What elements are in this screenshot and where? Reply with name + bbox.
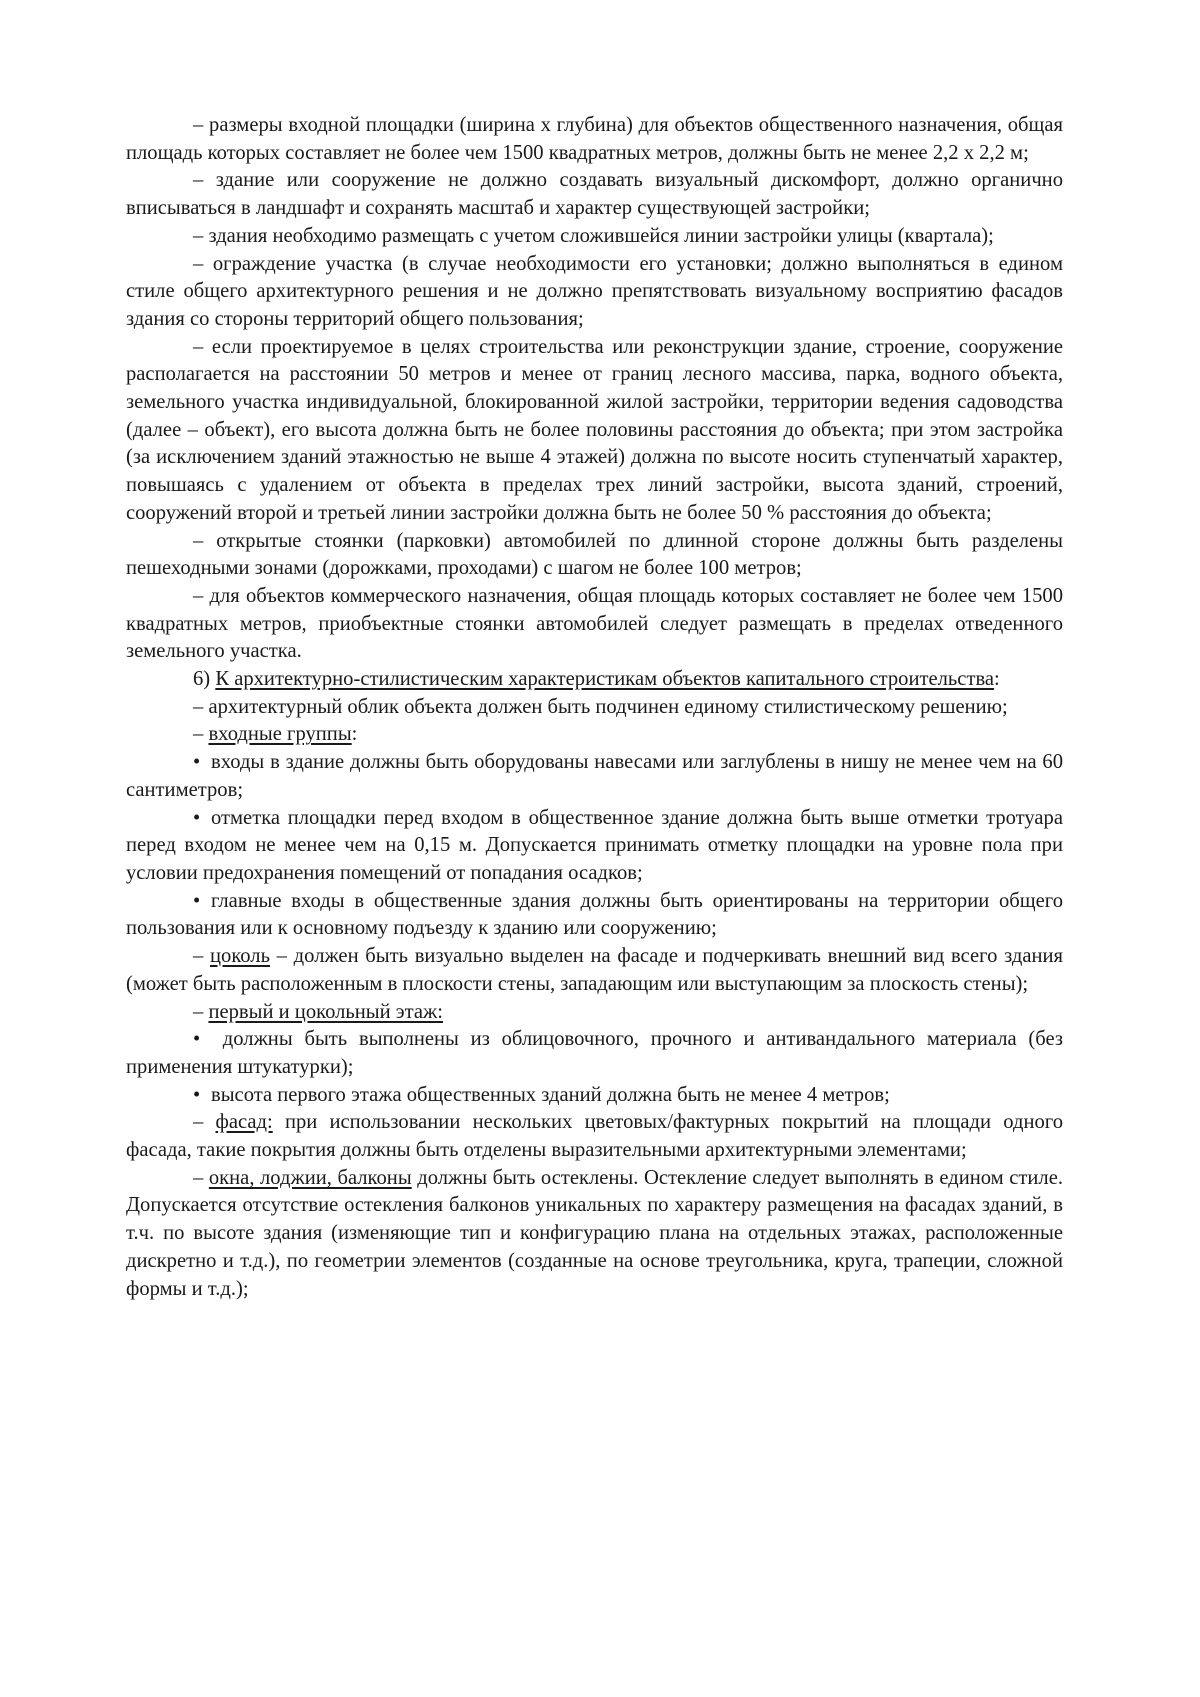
section-colon: : [994,668,1000,691]
subheading-entry-groups [126,721,1063,749]
dash-mark: – [193,723,209,746]
first-floor-label: первый и цокольный этаж: [208,1000,443,1023]
paragraph-facade [126,1109,1063,1164]
dash-mark: – [193,1166,209,1189]
subheading-first-floor [126,999,1063,1027]
bullet-icon: • [193,889,201,912]
bullet-text: отметка площадки перед входом в общественное здание должна быть выше отметки тротуара перед входом не менее чем на 0,15 м. Допускается принимать отметку площадки на уровне пола при условии предохранения помещений от попадания осадков; [126,806,1063,884]
paragraph-fence: – ограждение участка (в случае необходимости его установки; должно выполняться в едином стиле общего архитектурного решения и не должно препятствовать визуальному восприятию фасадов здания со стороны территорий общего пользования; [126,252,1063,330]
section-title: К архитектурно-стилистическим характеристикам объектов капитального строительства [215,668,995,691]
bullet-text: высота первого этажа общественных зданий должна быть не менее 4 метров; [211,1083,890,1106]
dash-mark: – [193,1000,209,1023]
paragraph-commercial-parking: – для объектов коммерческого назначения, общая площадь которых составляет не более чем 1500 квадратных метров, приобъектные стоянки автомобилей следует размещать в пределах отведенного земельного участка. [126,584,1063,663]
facade-label: фасад: [215,1111,273,1134]
dash-mark: – [193,945,210,968]
paragraph-parking-zones: – открытые стоянки (парковки) автомобилей по длинной стороне должны быть разделены пешеходными зонами (дорожками, проходами) с шагом не более 100 метров; [126,529,1063,580]
bullet-item-first-floor-height [126,1082,1063,1110]
bullet-item-platform-level [126,805,1063,888]
paragraph-building-line: – здания необходимо размещать с учетом сложившейся линии застройки улицы (квартала); [193,224,994,247]
paragraph-visual-comfort: – здание или сооружение не должно создавать визуальный дискомфорт, должно органично вписываться в ландшафт и сохранять масштаб и характер существующей застройки; [126,169,1063,220]
entry-groups-label: входные группы [208,723,352,746]
entry-groups-colon: : [351,723,358,746]
paragraph-entry-platform-size: – размеры входной площадки (ширина х глубина) для объектов общественного назначения, общая площадь которых составляет не более чем 1500 квадратных метров, должны быть не менее 2,2 х 2,2 м; [126,114,1063,164]
bullet-text: должны быть выполнены из облицовочного, прочного и антивандального материала (без применения штукатурки); [126,1028,1063,1078]
windows-text: должны быть остеклены. Остекление следует выполнять в едином стиле. Допускается отсутствие остекления балконов уникальных по характеру размещения на фасадах зданий, в т.ч. по высоте здания (изменяющие тип и конфигурацию плана на отдельных этажах, расположенные дискретно и т.д.), по геометрии элементов (созданные на основе треугольника, круга, трапеции, сложной формы и т.д.); [126,1166,1063,1300]
bullet-text: главные входы в общественные здания должны быть ориентированы на территории общего пользования или к основному подъезду к зданию или сооружению; [126,889,1063,940]
section-6-heading [126,666,1063,694]
document-page [126,112,1063,1303]
bullet-item-cladding [126,1026,1063,1081]
bullet-icon: • [193,1083,201,1106]
paragraph-windows [126,1165,1063,1304]
facade-text: при использовании нескольких цветовых/фактурных покрытий на площади одного фасада, такие покрытия должны быть отделены выразительными архитектурными элементами; [126,1111,1063,1162]
section-number: 6) [193,668,211,691]
paragraph-architectural-style: – архитектурный облик объекта должен быть подчинен единому стилистическому решению; [193,695,1008,718]
plinth-label: цоколь [210,945,270,968]
paragraph-plinth [126,943,1063,998]
bullet-icon: • [193,1028,201,1051]
dash-mark: – [193,1111,216,1134]
windows-label: окна, лоджии, балконы [208,1166,412,1189]
bullet-text: входы в здание должны быть оборудованы навесами или заглублены в нишу не менее чем на 60 сантиметров; [126,751,1063,801]
bullet-icon: • [193,751,201,774]
bullet-item-canopy [126,749,1063,804]
bullet-item-main-entrances [126,888,1063,943]
bullet-icon: • [193,806,201,829]
plinth-text: – должен быть визуально выделен на фасаде и подчеркивать внешний вид всего здания (может быть расположенным в плоскости стены, западающим или выступающим за плоскость стены); [126,945,1063,995]
paragraph-height-limit: – если проектируемое в целях строительства или реконструкции здание, строение, сооружение располагается на расстоянии 50 метров и менее от границ лесного массива, парка, водного объекта, земельного участка индивидуальной, блокированной жилой застройки, территории ведения садоводства (далее – объект), его высота должна быть не более половины расстояния до объекта; при этом застройка (за исключением зданий этажностью не выше 4 этажей) должна по высоте носить ступенчатый характер, повышаясь с удалением от объекта в пределах трех линий застройки, высота зданий, строений, сооружений второй и третьей линии застройки должна быть не более 50 % расстояния до объекта; [126,335,1063,524]
